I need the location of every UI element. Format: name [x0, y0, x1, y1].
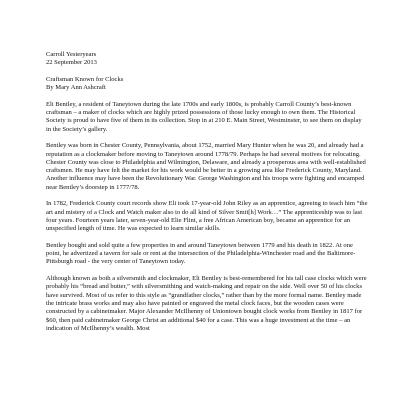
- paragraph-1: Eli Bentley, a resident of Taneytown during the late 1700s and early 1800s, is probably Carroll County’s best-known craftsman – a maker of clocks which are highly prized possessions of those lucky enough to own them. The Historical Society is proud to have five of them in its collection. Stop in at 210 E. Main Street, Westminster, to see them on display in the Society’s gallery.: [46, 100, 362, 133]
- spacer: [46, 68, 368, 76]
- publication-name: Carroll Yesteryears: [46, 51, 97, 58]
- spacer: [46, 92, 368, 100]
- publication-date: 22 September 2013: [46, 59, 97, 67]
- paragraph-4: Bentley bought and sold quite a few properties in and around Taneytown between 1779 and his death in 1822. At one point, he advertized a tavern for sale or rent at the intersection of the Philadelphia-Winchester road and the Baltimore-Pittsburgh road - the very center of Taneytown today.: [46, 241, 356, 266]
- article-byline: By Mary Ann Ashcraft: [46, 84, 106, 92]
- paragraph-2: Bentley was born in Chester County, Pennsylvania, about 1752, married Mary Hunter when he was 20, and already had a reputation as a clockmaker before moving to Taneytown around 1778/79. Perhaps he had several motives for relocating. Chester County was close to Philadelphia and Wilmington, Delaware, and already a prosperous area with well-established craftsmen. He may have felt the market for his work would be better in a growing area like Frederick County, Maryland. Another influence may have been the Revolutionary War. George Washington and his troops were fighting and encamped near Bentley’s doorstep in 1777/78.: [46, 142, 366, 191]
- paragraph-3: In 1782, Frederick County court records show Eli took 17-year-old John Riley as an apprentice, agreeing to teach him “the art and mistery of a Clock and Watch maker also to do all kind of Silver Smit[h] Work…” The apprenticeship was to last four years. Fourteen years later, seven-year-old Elie Flint, a free African American boy, became an apprentice for an unspecified length of time. He was expected to learn similar skills.: [46, 200, 368, 233]
- article: [46, 51, 368, 333]
- article-title: Craftsman Known for Clocks: [46, 75, 124, 83]
- paragraph-5: Although known as both a silversmith and clockmaker, Eli Bentley is best-remembered for his tall case clocks which were probably his “bread and butter,” with silversmithing and watch-making and repair on the side. Well over 50 of his clocks have survived. Most of us refer to this style as “grandfather clocks,” rather than by the more formal name. Bentley made the intricate brass works and may also have painted or engraved the metal clock faces, but the wooden cases were constructed by a cabinetmaker. Major Alexander McIlhenny of Uniontown bought clock works from Bentley in 1817 for $60, then paid cabinetmaker George Christ an additional $40 for a case. This was a huge investment at the time – an indication of McIlhenny’s wealth. Most: [46, 275, 367, 332]
